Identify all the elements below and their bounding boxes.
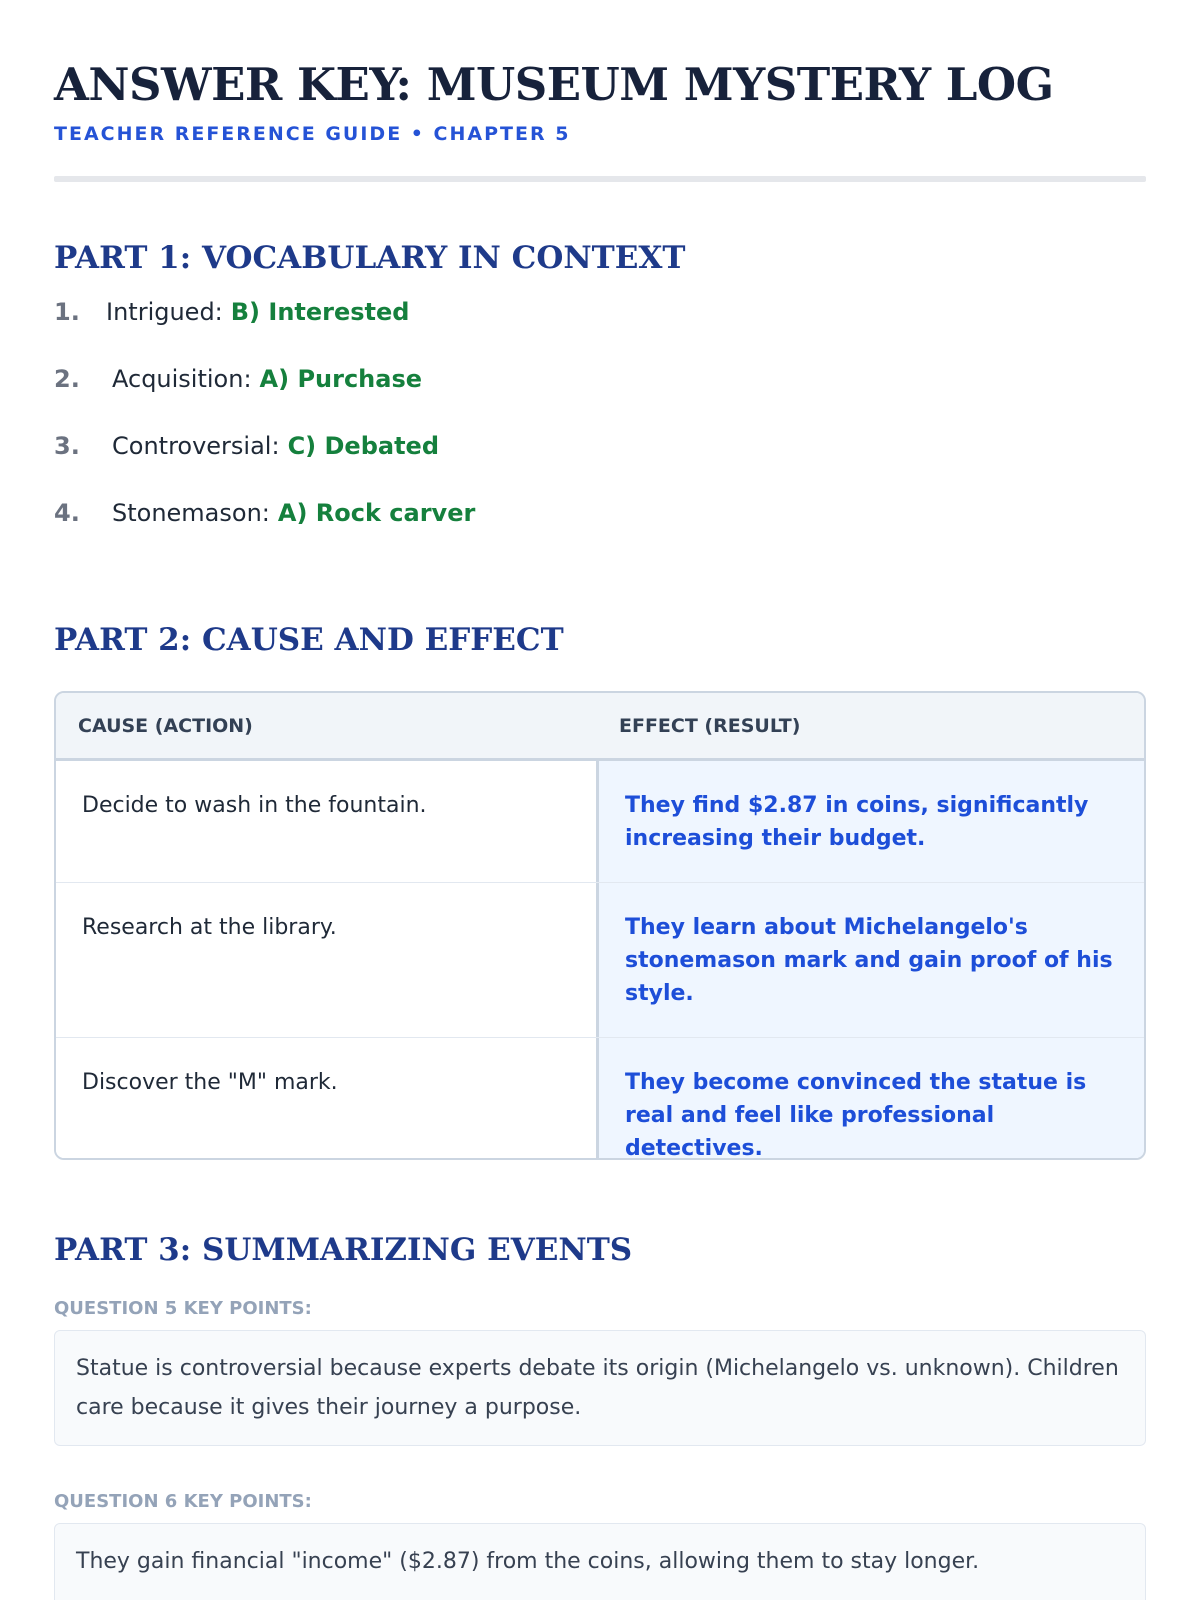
question-5-label: QUESTION 5 KEY POINTS: xyxy=(54,1298,312,1319)
vocab-item xyxy=(54,497,1146,564)
table-row xyxy=(56,883,1144,1038)
vocab-number: 2. xyxy=(54,365,80,393)
vocab-item xyxy=(54,430,1146,497)
vocab-term: Intrigued: xyxy=(106,298,223,326)
vocab-number: 1. xyxy=(54,298,80,326)
vocab-answer: A) Purchase xyxy=(259,365,423,393)
vocab-term: Controversial: xyxy=(112,432,280,460)
question-5-key-points: Statue is controversial because experts debate its origin (Michelangelo vs. unknown). Children care because it gives their journey a purpose. xyxy=(54,1330,1146,1446)
table-header xyxy=(56,693,1144,761)
table-row xyxy=(56,761,1144,883)
cause-cell: Research at the library. xyxy=(56,883,599,1037)
table-row xyxy=(56,1038,1144,1158)
vocab-answer: A) Rock carver xyxy=(277,499,476,527)
vocab-term: Stonemason: xyxy=(112,499,270,527)
vocab-term: Acquisition: xyxy=(112,365,252,393)
question-6-label: QUESTION 6 KEY POINTS: xyxy=(54,1491,312,1512)
part1-title: PART 1: VOCABULARY IN CONTEXT xyxy=(54,240,686,276)
column-header-effect: EFFECT (RESULT) xyxy=(619,714,801,737)
header-divider xyxy=(54,176,1146,182)
cause-cell: Decide to wash in the fountain. xyxy=(56,761,599,882)
vocab-list xyxy=(54,296,1146,564)
vocab-number: 3. xyxy=(54,432,80,460)
part2-title: PART 2: CAUSE AND EFFECT xyxy=(54,622,564,658)
page-title: ANSWER KEY: MUSEUM MYSTERY LOG xyxy=(54,58,1054,111)
vocab-answer: B) Interested xyxy=(230,298,410,326)
vocab-answer: C) Debated xyxy=(287,432,440,460)
effect-cell: They learn about Michelangelo's stonemason mark and gain proof of his style. xyxy=(599,883,1144,1037)
page-subtitle: TEACHER REFERENCE GUIDE • CHAPTER 5 xyxy=(54,123,571,145)
vocab-item xyxy=(54,363,1146,430)
cause-effect-table xyxy=(54,691,1146,1160)
question-6-key-points: They gain financial "income" ($2.87) from the coins, allowing them to stay longer. xyxy=(54,1523,1146,1600)
vocab-number: 4. xyxy=(54,499,80,527)
effect-cell: They become convinced the statue is real and feel like professional detectives. xyxy=(599,1038,1144,1158)
column-header-cause: CAUSE (ACTION) xyxy=(78,714,253,737)
vocab-item xyxy=(54,296,1146,363)
cause-cell: Discover the "M" mark. xyxy=(56,1038,599,1158)
part3-title: PART 3: SUMMARIZING EVENTS xyxy=(54,1232,633,1268)
effect-cell: They find $2.87 in coins, significantly increasing their budget. xyxy=(599,761,1144,882)
